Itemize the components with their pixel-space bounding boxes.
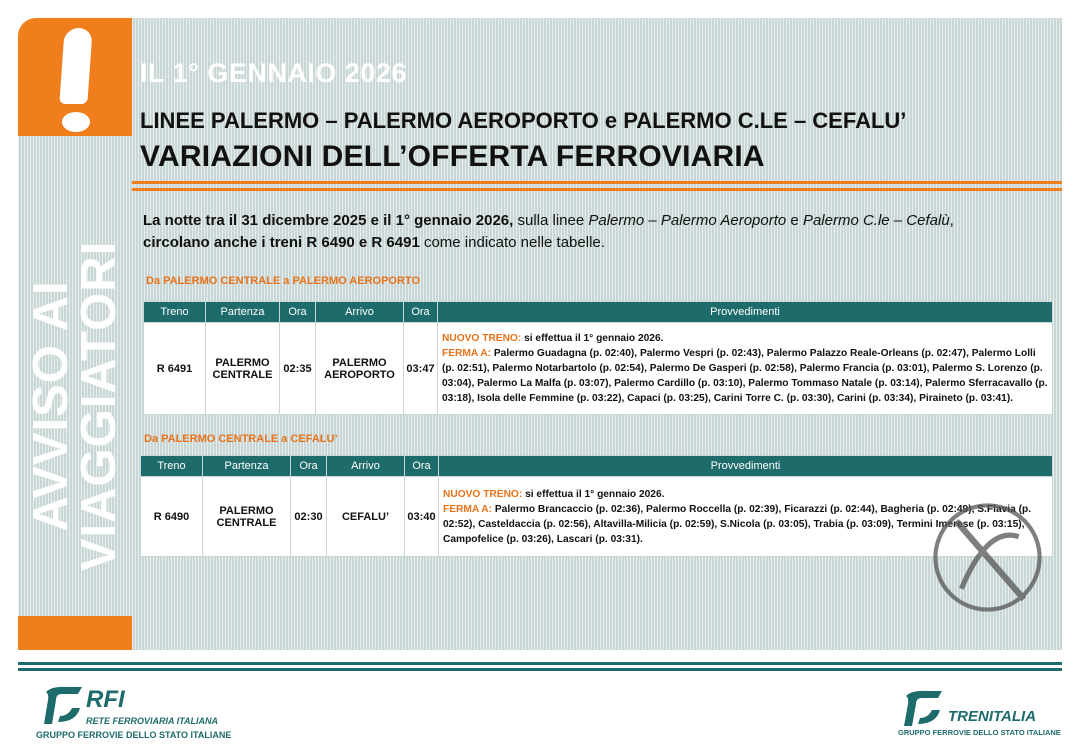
nuovo-treno-label: NUOVO TRENO: <box>443 488 523 500</box>
ferma-text: Palermo Guadagna (p. 02:40), Palermo Vespri (p. 02:43), Palermo Palazzo Reale-Orleans (p. 02:47), Palermo Lolli (p. 02:51), Palermo Notarbartolo (p. 02:54), Palermo De Gasperi (p. 02:58), Palermo Francia (p. 03:01), Palermo S. Lorenzo (p. 03:04), Palermo La Malfa (p. 03:07), Palermo Cardillo (p. 03:10), Palermo Tommaso Natale (p. 03:14), Palermo Sferracavallo (p. 03:18), Isola delle Femmine (p. 03:22), Capaci (p. 03:25), Carini Torre C. (p. 03:30), Carini (p. 03:34), Piraineto (p. 03:41). <box>442 348 1048 404</box>
nuovo-treno-label: NUOVO TRENO: <box>442 333 522 344</box>
header-divider-2 <box>132 188 1062 191</box>
col-ora-arrivo: Ora <box>405 456 439 477</box>
intro-text-1: sulla linee <box>513 212 589 229</box>
exclamation-icon <box>59 28 92 104</box>
col-partenza: Partenza <box>206 302 280 323</box>
ferma-label: FERMA A: <box>442 348 492 359</box>
intro-text-2: e <box>786 212 803 229</box>
cell-treno: R 6490 <box>141 477 203 557</box>
trenitalia-group-name: GRUPPO FERROVIE DELLO STATO ITALIANE <box>898 728 1061 737</box>
col-provvedimenti: Provvedimenti <box>438 302 1053 323</box>
col-partenza: Partenza <box>203 456 291 477</box>
main-panel <box>132 196 1062 650</box>
cell-partenza: PALERMO CENTRALE <box>203 477 291 557</box>
rfi-group-name: GRUPPO FERROVIE DELLO STATO ITALIANE <box>36 730 232 740</box>
cell-arrivo: PALERMO AEROPORTO <box>316 323 404 415</box>
table-row <box>141 477 1053 557</box>
rfi-logo <box>36 684 236 744</box>
schedule-table-aeroporto <box>143 301 1053 415</box>
cell-arrivo: CEFALU’ <box>327 477 405 557</box>
notice-date: IL 1° GENNAIO 2026 <box>140 58 407 88</box>
cell-ora-arrivo: 03:47 <box>404 323 438 415</box>
sidebar-footer-block <box>18 616 132 650</box>
col-ora-partenza: Ora <box>291 456 327 477</box>
rfi-full-name: RETE FERROVIARIA ITALIANA <box>86 716 218 726</box>
cell-partenza: PALERMO CENTRALE <box>206 323 280 415</box>
table1-label: Da PALERMO CENTRALE a PALERMO AEROPORTO <box>146 275 421 287</box>
trenitalia-name: TRENITALIA <box>948 708 1037 725</box>
col-ora-arrivo: Ora <box>404 302 438 323</box>
col-treno: Treno <box>144 302 206 323</box>
cell-ora-partenza: 02:30 <box>291 477 327 557</box>
footer-divider-1 <box>18 662 1062 665</box>
col-provvedimenti: Provvedimenti <box>439 456 1053 477</box>
intro-bold-2: circolano anche i treni R 6490 e R 6491 <box>143 234 420 251</box>
cell-ora-arrivo: 03:40 <box>405 477 439 557</box>
col-arrivo: Arrivo <box>327 456 405 477</box>
nuovo-treno-text: si effettua il 1° gennaio 2026. <box>521 333 664 344</box>
sidebar-line-1: AVVISO AI <box>24 280 78 532</box>
footer-divider-2 <box>18 668 1062 671</box>
nuovo-treno-text: si effettua il 1° gennaio 2026. <box>522 488 665 500</box>
sidebar-spacer <box>18 136 132 196</box>
schedule-table-cefalu <box>140 455 1053 557</box>
trenitalia-logo <box>896 688 1066 744</box>
col-treno: Treno <box>141 456 203 477</box>
intro-text-3: , <box>949 212 954 229</box>
rfi-name: RFI <box>86 686 125 713</box>
alert-badge <box>18 18 132 136</box>
ferma-text: Palermo Brancaccio (p. 02:36), Palermo Roccella (p. 02:39), Ficarazzi (p. 02:44), Bagheria (p. 02:49), S.Flavia (p. 02:52), Casteldaccia (p. 02:56), Altavilla-Milicia (p. 02:59), S.Nicola (p. 03:05), Trabia (p. 03:09), Termini Imerese (p. 03:15), Campofelice (p. 03:26), Lascari (p. 03:31). <box>443 503 1032 545</box>
exclamation-dot-icon <box>62 112 90 132</box>
col-arrivo: Arrivo <box>316 302 404 323</box>
intro-bold-1: La notte tra il 31 dicembre 2025 e il 1° gennaio 2026, <box>143 212 514 229</box>
table-row <box>144 323 1053 415</box>
ferma-label: FERMA A: <box>443 503 493 515</box>
notice-title: VARIAZIONI DELL’OFFERTA FERROVIARIA <box>140 140 765 173</box>
cell-treno: R 6491 <box>144 323 206 415</box>
fs-logo-icon <box>896 688 948 726</box>
intro-italic-2: Palermo C.le – Cefalù <box>802 212 950 229</box>
intro-italic-1: Palermo – Palermo Aeroporto <box>588 212 787 229</box>
cell-provvedimenti <box>438 323 1053 415</box>
intro-text-4: come indicato nelle tabelle. <box>419 234 605 251</box>
notice-subtitle: LINEE PALERMO – PALERMO AEROPORTO e PALERMO C.LE – CEFALU’ <box>140 108 907 133</box>
fs-logo-icon <box>36 684 84 724</box>
intro-text <box>143 210 1055 254</box>
watermark-stamp-icon <box>925 495 1050 620</box>
col-ora-partenza: Ora <box>280 302 316 323</box>
cell-ora-partenza: 02:35 <box>280 323 316 415</box>
header-divider-1 <box>132 181 1062 184</box>
sidebar-vertical-title <box>18 196 132 616</box>
table2-label: Da PALERMO CENTRALE a CEFALU’ <box>144 433 338 445</box>
sidebar-line-2: VIAGGIATORI <box>72 240 126 572</box>
